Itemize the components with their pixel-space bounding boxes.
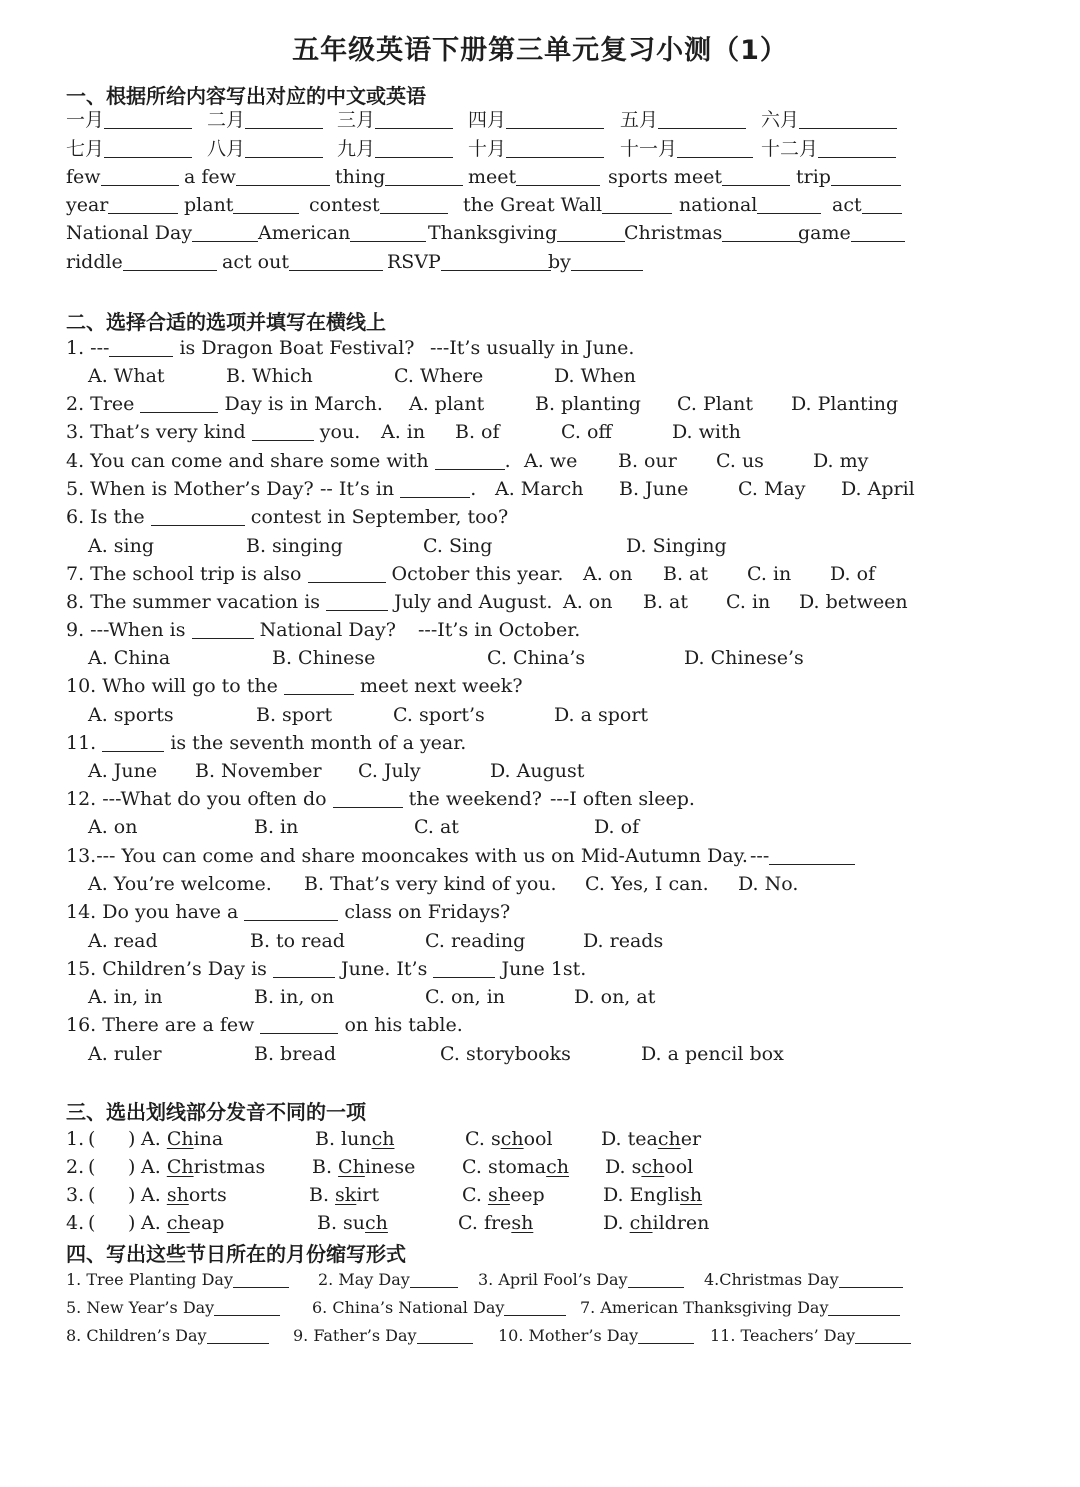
question-text: 13.--- You can come and share mooncakes with us on Mid-Autumn Day. — [66, 845, 748, 867]
options-15 — [0, 983, 1080, 1011]
word: plant — [184, 194, 234, 216]
word: 九月 — [337, 138, 376, 160]
answer-blank[interactable] — [818, 137, 896, 158]
holiday-label: 4.Christmas Day — [704, 1270, 839, 1289]
option[interactable]: B. in, on — [254, 986, 335, 1008]
word: 三月 — [337, 109, 376, 131]
options-14 — [0, 927, 1080, 955]
answer-blank[interactable] — [385, 165, 463, 186]
option[interactable]: C. Yes, I can. — [585, 873, 709, 895]
option[interactable]: A. You’re welcome. — [88, 873, 272, 895]
answer-blank[interactable] — [435, 449, 505, 470]
question-text: 11. — [66, 732, 97, 754]
option[interactable]: A. on — [88, 816, 138, 838]
option[interactable]: B. to read — [250, 930, 345, 952]
option[interactable]: C. Plant — [677, 393, 753, 415]
options-9 — [0, 644, 1080, 672]
question-text: 16. There are a few — [66, 1014, 255, 1036]
question-text: is Dragon Boat Festival? — [179, 337, 415, 359]
option[interactable]: A. What — [88, 365, 165, 387]
word: Thanksgiving — [428, 222, 558, 244]
word: few — [66, 166, 101, 188]
part1-row-3 — [0, 163, 1080, 191]
option[interactable]: C. in — [726, 591, 771, 613]
options-10 — [0, 701, 1080, 729]
question-text: June 1st. — [501, 958, 587, 980]
answer-blank[interactable] — [233, 1267, 289, 1288]
answer-blank[interactable] — [102, 731, 164, 752]
options-16 — [0, 1040, 1080, 1068]
answer-blank[interactable] — [236, 165, 330, 186]
answer-blank[interactable] — [677, 137, 753, 158]
question-text: --- — [750, 845, 770, 867]
word: 十一月 — [620, 138, 678, 160]
question-text: is the seventh month of a year. — [170, 732, 467, 754]
question-text: 2. Tree — [66, 393, 135, 415]
options-11 — [0, 757, 1080, 785]
option[interactable]: C. off — [561, 421, 612, 443]
answer-blank[interactable] — [375, 108, 453, 129]
option[interactable]: D. August — [490, 760, 585, 782]
answer-blank[interactable] — [769, 844, 855, 865]
question-3 — [0, 418, 1080, 446]
option[interactable]: D. of — [594, 816, 640, 838]
option[interactable]: B. at — [643, 591, 689, 613]
question-text: National Day? — [259, 619, 396, 641]
option[interactable]: D. on, at — [574, 986, 656, 1008]
word: sports meet — [608, 166, 722, 188]
option[interactable]: A. on — [583, 563, 633, 585]
word: game — [798, 222, 851, 244]
word: 四月 — [468, 109, 507, 131]
question-number: 3. — [66, 1184, 85, 1206]
answer-blank[interactable] — [233, 193, 299, 214]
question-10 — [0, 672, 1080, 700]
question-text: 7. The school trip is also — [66, 563, 302, 585]
question-text: contest in September, too? — [250, 506, 509, 528]
answer-blank[interactable] — [375, 137, 453, 158]
word: 十月 — [468, 138, 507, 160]
answer-blank[interactable] — [350, 221, 426, 242]
word: year — [66, 194, 109, 216]
answer-blank[interactable] — [109, 336, 173, 357]
answer-blank[interactable] — [273, 957, 335, 978]
word: 十二月 — [761, 138, 819, 160]
answer-blank[interactable] — [433, 957, 495, 978]
option[interactable]: B. Which — [226, 365, 313, 387]
option[interactable]: C. on, in — [425, 986, 506, 1008]
word: national — [679, 194, 758, 216]
answer-blank[interactable] — [506, 137, 604, 158]
word: American — [258, 222, 351, 244]
question-text: October this year. — [391, 563, 564, 585]
holiday-label: 3. April Fool’s Day — [478, 1270, 628, 1289]
option[interactable]: B. November — [195, 760, 322, 782]
word: riddle — [66, 251, 123, 273]
answer-blank[interactable] — [828, 1295, 900, 1316]
answer-blank[interactable] — [151, 505, 245, 526]
question-13 — [0, 842, 1080, 870]
question-8 — [0, 588, 1080, 616]
answer-blank[interactable] — [557, 221, 625, 242]
paren-open: ( — [88, 1156, 96, 1178]
question-text: class on Fridays? — [344, 901, 511, 923]
part1-row-1 — [0, 106, 1080, 134]
option[interactable]: C. sport’s — [393, 704, 485, 726]
option[interactable]: A. sports — [88, 704, 174, 726]
word: a few — [184, 166, 236, 188]
answer-blank[interactable] — [799, 108, 897, 129]
option[interactable]: A. China — [88, 647, 171, 669]
word: 七月 — [66, 138, 105, 160]
holiday-label: 7. American Thanksgiving Day — [580, 1298, 829, 1317]
option[interactable]: C. storybooks — [440, 1043, 571, 1065]
word: the Great Wall — [463, 194, 603, 216]
answer-blank[interactable] — [855, 1323, 911, 1344]
option[interactable]: C. school — [465, 1128, 553, 1150]
holiday-label: 9. Father’s Day — [293, 1326, 417, 1345]
paren-close: ) — [128, 1184, 136, 1206]
option[interactable]: C. in — [747, 563, 792, 585]
part1-row-2 — [0, 135, 1080, 163]
answer-blank[interactable] — [506, 108, 604, 129]
option[interactable]: B. Chinese — [312, 1156, 416, 1178]
question-number: 1. — [66, 1128, 85, 1150]
holiday-label: 10. Mother’s Day — [498, 1326, 639, 1345]
question-text: on his table. — [344, 1014, 463, 1036]
answer-blank[interactable] — [192, 618, 254, 639]
question-text: 12. ---What do you often do — [66, 788, 327, 810]
word: 八月 — [207, 138, 246, 160]
option[interactable]: D. Chinese’s — [684, 647, 804, 669]
answer-blank[interactable] — [104, 137, 192, 158]
option[interactable]: B. That’s very kind of you. — [304, 873, 557, 895]
option[interactable]: C. May — [738, 478, 806, 500]
answer-blank[interactable] — [722, 165, 790, 186]
option[interactable]: D. with — [672, 421, 741, 443]
option[interactable]: C. Where — [394, 365, 484, 387]
question-text: . — [504, 450, 511, 472]
option[interactable]: C. us — [716, 450, 764, 472]
question-text: 10. Who will go to the — [66, 675, 278, 697]
answer-blank[interactable] — [602, 193, 672, 214]
question-5 — [0, 475, 1080, 503]
word: Christmas — [624, 222, 723, 244]
holiday-label: 8. Children’s Day — [66, 1326, 207, 1345]
answer-blank[interactable] — [380, 193, 448, 214]
option[interactable]: D. Singing — [626, 535, 727, 557]
paren-open: ( — [88, 1184, 96, 1206]
paren-close: ) — [128, 1128, 136, 1150]
option[interactable]: A. in, in — [88, 986, 163, 1008]
answer-blank[interactable] — [571, 250, 643, 271]
question-text: 15. Children’s Day is — [66, 958, 267, 980]
answer-blank[interactable] — [108, 193, 178, 214]
option[interactable]: D. school — [605, 1156, 694, 1178]
option[interactable]: C. reading — [425, 930, 526, 952]
question-text: you. — [319, 421, 361, 443]
word: RSVP — [387, 251, 441, 273]
question-15 — [0, 955, 1080, 983]
options-13 — [0, 870, 1080, 898]
option[interactable]: B. in — [254, 816, 299, 838]
answer-blank[interactable] — [260, 1013, 338, 1034]
answer-blank[interactable] — [658, 108, 746, 129]
answer-blank[interactable] — [284, 674, 354, 695]
word: 一月 — [66, 109, 105, 131]
option[interactable]: A. read — [88, 930, 158, 952]
paren-open: ( — [88, 1128, 96, 1150]
question-number: 2. — [66, 1156, 85, 1178]
question-2 — [0, 390, 1080, 418]
answer-blank[interactable] — [638, 1323, 694, 1344]
answer-blank[interactable] — [516, 165, 600, 186]
word: act — [832, 194, 862, 216]
question-1 — [0, 334, 1080, 362]
holiday-label: 5. New Year’s Day — [66, 1298, 215, 1317]
phonics-row-4 — [0, 1209, 1080, 1237]
question-text: July and August. — [394, 591, 553, 613]
option[interactable]: D. a sport — [554, 704, 649, 726]
option[interactable]: C. Sing — [423, 535, 493, 557]
question-6 — [0, 503, 1080, 531]
question-12 — [0, 785, 1080, 813]
option[interactable]: A. sing — [88, 535, 155, 557]
option[interactable]: A. plant — [409, 393, 485, 415]
option[interactable]: B. such — [317, 1212, 388, 1234]
option[interactable]: A. in — [381, 421, 426, 443]
option[interactable]: A. shorts — [141, 1184, 227, 1206]
answer-blank[interactable] — [101, 165, 179, 186]
answer-blank[interactable] — [722, 221, 800, 242]
word: contest — [309, 194, 380, 216]
question-text: meet next week? — [360, 675, 523, 697]
option[interactable]: B. lunch — [315, 1128, 395, 1150]
question-text: ---I often sleep. — [550, 788, 695, 810]
section-1-heading: 一、根据所给内容写出对应的中文或英语 — [66, 84, 426, 108]
answer-blank[interactable] — [245, 108, 323, 129]
question-text: 6. Is the — [66, 506, 145, 528]
question-text: 3. That’s very kind — [66, 421, 246, 443]
question-text: Day is in March. — [224, 393, 383, 415]
answer-blank[interactable] — [308, 562, 386, 583]
question-9 — [0, 616, 1080, 644]
answer-blank[interactable] — [504, 1295, 566, 1316]
question-16 — [0, 1011, 1080, 1039]
question-7 — [0, 560, 1080, 588]
question-text: 4. You can come and share some with — [66, 450, 429, 472]
answer-blank[interactable] — [245, 137, 323, 158]
option[interactable]: D. children — [603, 1212, 710, 1234]
answer-blank[interactable] — [400, 477, 470, 498]
option[interactable]: B. sport — [256, 704, 333, 726]
question-text: 8. The summer vacation is — [66, 591, 321, 613]
answer-blank[interactable] — [252, 420, 314, 441]
answer-blank[interactable] — [839, 1267, 903, 1288]
option[interactable]: C. fresh — [458, 1212, 534, 1234]
word: thing — [335, 166, 386, 188]
paren-close: ) — [128, 1156, 136, 1178]
option[interactable]: D. of — [830, 563, 876, 585]
holiday-row-3 — [0, 1322, 1080, 1350]
holiday-label: 11. Teachers’ Day — [710, 1326, 856, 1345]
option[interactable]: D. teacher — [601, 1128, 702, 1150]
section-2-heading: 二、选择合适的选项并填写在横线上 — [66, 310, 386, 334]
word: act out — [222, 251, 289, 273]
answer-blank[interactable] — [207, 1323, 269, 1344]
option[interactable]: D. between — [799, 591, 908, 613]
option[interactable]: C. July — [358, 760, 421, 782]
answer-blank[interactable] — [104, 108, 192, 129]
holiday-row-2 — [0, 1294, 1080, 1322]
part1-row-6 — [0, 248, 1080, 276]
answer-blank[interactable] — [757, 193, 821, 214]
option[interactable]: B. planting — [535, 393, 641, 415]
option[interactable]: B. June — [619, 478, 689, 500]
option[interactable]: A. China — [141, 1128, 224, 1150]
section-3-heading: 三、选出划线部分发音不同的一项 — [66, 1100, 366, 1124]
option[interactable]: B. our — [618, 450, 677, 472]
option[interactable]: D. When — [554, 365, 636, 387]
option[interactable]: A. cheap — [141, 1212, 225, 1234]
word: 二月 — [207, 109, 246, 131]
option[interactable]: D. my — [813, 450, 869, 472]
option[interactable]: A. June — [88, 760, 158, 782]
phonics-row-1 — [0, 1125, 1080, 1153]
option[interactable]: B. bread — [254, 1043, 337, 1065]
answer-blank[interactable] — [628, 1267, 684, 1288]
answer-blank[interactable] — [214, 1295, 280, 1316]
option[interactable]: A. ruler — [88, 1043, 162, 1065]
option[interactable]: D. April — [841, 478, 915, 500]
holiday-row-1 — [0, 1266, 1080, 1294]
answer-blank[interactable] — [140, 392, 218, 413]
option[interactable]: B. at — [663, 563, 709, 585]
option[interactable]: A. Christmas — [141, 1156, 266, 1178]
answer-blank[interactable] — [831, 165, 901, 186]
question-text: 14. Do you have a — [66, 901, 239, 923]
option[interactable]: D. No. — [738, 873, 799, 895]
option[interactable]: A. on — [563, 591, 613, 613]
option[interactable]: C. China’s — [487, 647, 586, 669]
answer-blank[interactable] — [851, 221, 905, 242]
question-text: 5. When is Mother’s Day? — [66, 478, 314, 500]
question-14 — [0, 898, 1080, 926]
phonics-row-3 — [0, 1181, 1080, 1209]
answer-blank[interactable] — [123, 250, 217, 271]
option[interactable]: A. March — [495, 478, 584, 500]
paren-open: ( — [88, 1212, 96, 1234]
answer-blank[interactable] — [289, 250, 383, 271]
holiday-label: 6. China’s National Day — [312, 1298, 505, 1317]
answer-blank[interactable] — [410, 1267, 458, 1288]
option[interactable]: D. English — [603, 1184, 703, 1206]
options-6 — [0, 532, 1080, 560]
answer-blank[interactable] — [333, 787, 403, 808]
option[interactable]: B. of — [455, 421, 500, 443]
word: 五月 — [620, 109, 659, 131]
answer-blank[interactable] — [862, 193, 902, 214]
options-12 — [0, 813, 1080, 841]
options-1 — [0, 362, 1080, 390]
question-text: 1. --- — [66, 337, 110, 359]
option[interactable]: B. singing — [246, 535, 343, 557]
option[interactable]: B. skirt — [309, 1184, 380, 1206]
question-4 — [0, 447, 1080, 475]
question-text: ---It’s in October. — [418, 619, 581, 641]
holiday-label: 2. May Day — [318, 1270, 410, 1289]
word: meet — [468, 166, 517, 188]
question-text: June. It’s — [341, 958, 428, 980]
option[interactable]: D. reads — [583, 930, 664, 952]
part1-row-5 — [0, 219, 1080, 247]
option[interactable]: D. Planting — [791, 393, 899, 415]
answer-blank[interactable] — [417, 1323, 473, 1344]
part1-row-4 — [0, 191, 1080, 219]
holiday-label: 1. Tree Planting Day — [66, 1270, 234, 1289]
word: 六月 — [761, 109, 800, 131]
word: by — [548, 251, 571, 273]
section-4-heading: 四、写出这些节日所在的月份缩写形式 — [66, 1242, 406, 1266]
option[interactable]: C. stomach — [462, 1156, 569, 1178]
word: trip — [796, 166, 831, 188]
option[interactable]: A. we — [524, 450, 578, 472]
question-text: . — [470, 478, 477, 500]
question-11 — [0, 729, 1080, 757]
question-text: the weekend? — [408, 788, 542, 810]
question-number: 4. — [66, 1212, 85, 1234]
answer-blank[interactable] — [441, 250, 551, 271]
option[interactable]: B. Chinese — [272, 647, 376, 669]
phonics-row-2 — [0, 1153, 1080, 1181]
answer-blank[interactable] — [326, 590, 388, 611]
page-title: 五年级英语下册第三单元复习小测（1） — [292, 35, 788, 66]
answer-blank[interactable] — [192, 221, 258, 242]
option[interactable]: D. a pencil box — [641, 1043, 784, 1065]
option[interactable]: C. sheep — [462, 1184, 545, 1206]
answer-blank[interactable] — [244, 900, 338, 921]
paren-close: ) — [128, 1212, 136, 1234]
question-text: -- It’s in — [320, 478, 395, 500]
option[interactable]: C. at — [414, 816, 459, 838]
word: National Day — [66, 222, 193, 244]
question-text: 9. ---When is — [66, 619, 186, 641]
question-text: ---It’s usually in June. — [430, 337, 635, 359]
